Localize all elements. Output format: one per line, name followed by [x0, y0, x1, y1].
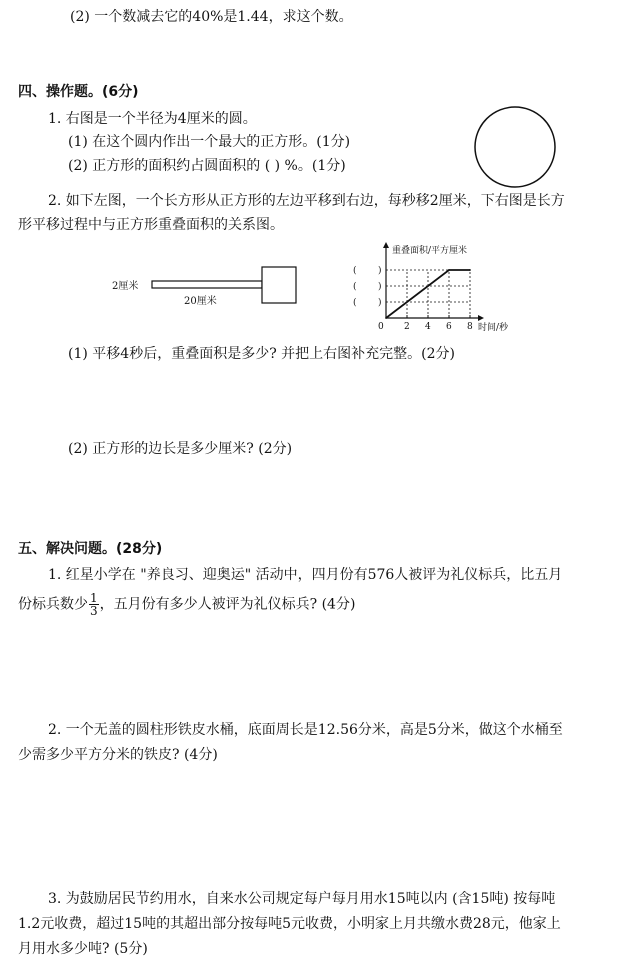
- y-blank-close: ): [378, 298, 382, 308]
- length-label: 20厘米: [184, 296, 217, 307]
- translation-figure: [110, 258, 310, 318]
- y-axis-label: 重叠面积/平方厘米: [392, 246, 468, 256]
- text-segment: ，五月份有多少人被评为礼仪标兵? (4分): [99, 596, 356, 613]
- square-shape: [262, 267, 296, 303]
- question-text: 1. 右图是一个半径为4厘米的圆。: [48, 111, 257, 127]
- x-tick-label: 2: [404, 322, 410, 332]
- fraction-denominator: 3: [90, 604, 98, 618]
- question-text: (2) 一个数减去它的40%是1.44，求这个数。: [70, 9, 353, 25]
- y-blank-open: (: [353, 282, 357, 292]
- origin-label: 0: [378, 322, 384, 332]
- question-text: 1. 红星小学在 "养良习、迎奥运" 活动中，四月份有576人被评为礼仪标兵，比五月: [48, 567, 563, 583]
- y-blank-open: (: [353, 298, 357, 308]
- series-point: [448, 269, 450, 271]
- x-tick-label: 4: [425, 322, 431, 332]
- x-tick-label: 8: [467, 322, 473, 332]
- y-blank-close: ): [378, 266, 382, 276]
- question-text: (2) 正方形的面积约占圆面积的 ( ) %。(1分): [68, 158, 346, 174]
- overlap-chart: [340, 240, 520, 335]
- question-text: (1) 平移4秒后，重叠面积是多少? 并把上右图补充完整。(2分): [68, 346, 455, 362]
- circle-shape: [475, 107, 555, 187]
- question-text: 3. 为鼓励居民节约用水，自来水公司规定每户每月用水15吨以内 (含15吨) 按每吨: [48, 891, 556, 907]
- question-text: 1.2元收费，超过15吨的其超出部分按每吨5元收费，小明家上月共缴水费28元，他家上: [18, 916, 561, 932]
- y-blank-close: ): [378, 282, 382, 292]
- question-text: 2. 一个无盖的圆柱形铁皮水桶，底面周长是12.56分米，高是5分米，做这个水桶至: [48, 722, 563, 738]
- x-axis-arrow: [478, 315, 484, 321]
- series-point: [469, 269, 471, 271]
- section-title: 五、解决问题。(28分): [18, 541, 163, 557]
- x-axis-label: 时间/秒: [478, 323, 509, 333]
- question-text: 少需多少平方分米的铁皮? (4分): [18, 747, 218, 763]
- fraction: [89, 592, 99, 617]
- question-text: 月用水多少吨? (5分): [18, 941, 148, 957]
- y-blank-open: (: [353, 266, 357, 276]
- text-segment: 份标兵数少: [18, 596, 88, 613]
- question-text: 2. 如下左图，一个长方形从正方形的左边平移到右边，每秒移2厘米，下右图是长方: [48, 193, 565, 209]
- question-text: (2) 正方形的边长是多少厘米? (2分): [68, 441, 293, 457]
- section-title: 四、操作题。(6分): [18, 84, 139, 100]
- fraction-numerator: 1: [90, 591, 98, 605]
- question-text: (1) 在这个圆内作出一个最大的正方形。(1分): [68, 134, 351, 150]
- question-text: 形平移过程中与正方形重叠面积的关系图。: [18, 217, 284, 233]
- moving-rectangle: [152, 281, 262, 288]
- width-label: 2厘米: [112, 281, 139, 292]
- x-tick-label: 6: [446, 322, 452, 332]
- series-point: [385, 317, 387, 319]
- circle-figure: [472, 104, 558, 190]
- question-text-with-fraction: [18, 592, 355, 617]
- y-axis-arrow: [383, 242, 389, 248]
